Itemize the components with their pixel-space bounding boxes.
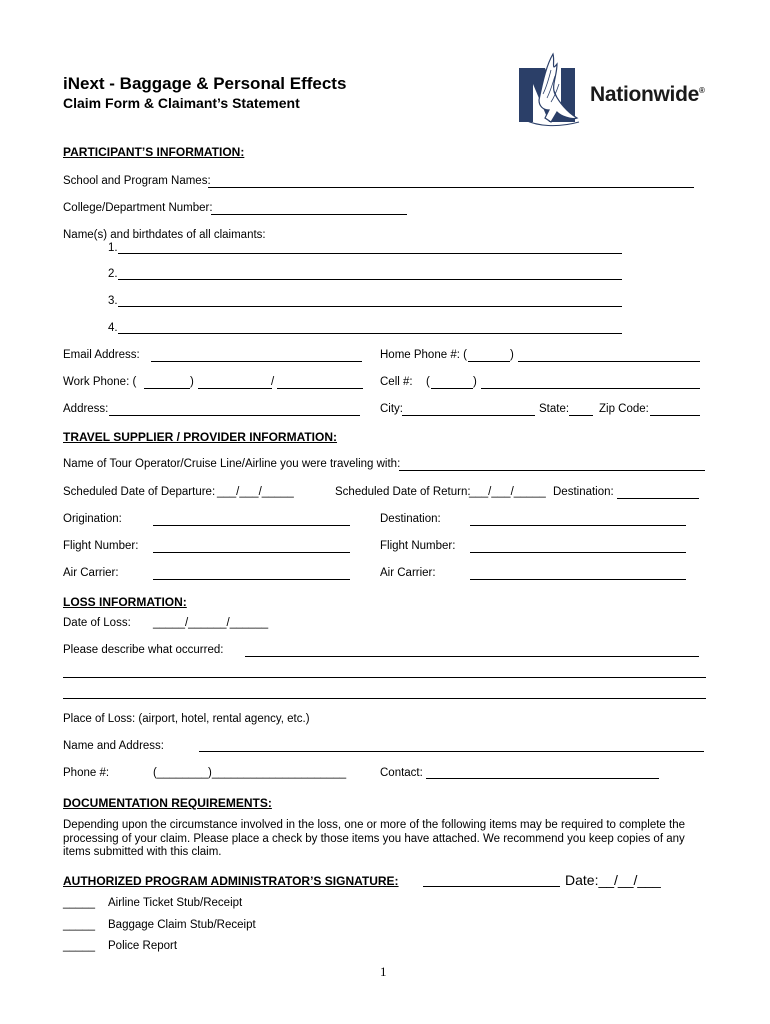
claimant-field-3[interactable] bbox=[118, 306, 622, 307]
claimant-field-1[interactable] bbox=[118, 253, 622, 254]
carrier-field-2[interactable] bbox=[470, 579, 686, 580]
email-field[interactable] bbox=[151, 361, 362, 362]
checklist-item-label: Police Report bbox=[108, 940, 178, 952]
checkbox-line[interactable]: _____ bbox=[63, 897, 95, 909]
signature-field[interactable] bbox=[423, 886, 560, 887]
place-label: Place of Loss: (airport, hotel, rental agency, etc.) bbox=[63, 713, 310, 725]
signature-heading: AUTHORIZED PROGRAM ADMINISTRATOR’S SIGNATURE: bbox=[63, 874, 399, 888]
flight-field-1[interactable] bbox=[153, 552, 350, 553]
email-label: Email Address: bbox=[63, 349, 140, 361]
zip-label: Zip Code: bbox=[599, 403, 649, 415]
eagle-icon bbox=[517, 50, 585, 132]
destination-field-top[interactable] bbox=[617, 498, 699, 499]
claimant-field-2[interactable] bbox=[118, 279, 622, 280]
work-phone-area-field[interactable] bbox=[144, 388, 190, 389]
cell-paren-open: ( bbox=[426, 376, 430, 388]
return-label: Scheduled Date of Return: bbox=[335, 486, 471, 498]
describe-field-1[interactable] bbox=[245, 656, 699, 657]
flight-field-2[interactable] bbox=[470, 552, 686, 553]
home-phone-field[interactable] bbox=[518, 361, 700, 362]
form-title: iNext - Baggage & Personal Effects bbox=[63, 74, 347, 93]
departure-label: Scheduled Date of Departure: bbox=[63, 486, 216, 498]
work-phone-slash: / bbox=[271, 376, 275, 388]
claimant-number: 4. bbox=[108, 322, 118, 334]
college-field[interactable] bbox=[211, 214, 407, 215]
return-date-field[interactable]: ___/___/_____ bbox=[469, 486, 546, 498]
state-field[interactable] bbox=[569, 415, 593, 416]
claimants-label: Name(s) and birthdates of all claimants: bbox=[63, 229, 266, 241]
cell-area-field[interactable] bbox=[431, 388, 473, 389]
loss-date-label: Date of Loss: bbox=[63, 617, 131, 629]
home-phone-area-field[interactable] bbox=[468, 361, 510, 362]
work-phone-field[interactable] bbox=[198, 388, 272, 389]
school-field[interactable] bbox=[208, 187, 694, 188]
work-phone-paren: ) bbox=[190, 376, 194, 388]
travel-heading: TRAVEL SUPPLIER / PROVIDER INFORMATION: bbox=[63, 430, 338, 444]
checklist-item-label: Baggage Claim Stub/Receipt bbox=[108, 919, 256, 931]
destination-label-top: Destination: bbox=[553, 486, 614, 498]
college-label: College/Department Number: bbox=[63, 202, 213, 214]
documentation-heading: DOCUMENTATION REQUIREMENTS: bbox=[63, 796, 272, 810]
loss-heading: LOSS INFORMATION: bbox=[63, 595, 187, 609]
brand-name: Nationwide® bbox=[590, 83, 705, 106]
work-phone-ext-field[interactable] bbox=[277, 388, 363, 389]
claimant-field-4[interactable] bbox=[118, 333, 622, 334]
departure-date-field[interactable]: ___/___/_____ bbox=[217, 486, 294, 498]
describe-field-3[interactable] bbox=[63, 698, 706, 699]
loss-phone-field[interactable]: (________)_____________________ bbox=[153, 767, 347, 779]
name-address-field[interactable] bbox=[199, 751, 704, 752]
home-phone-paren: ) bbox=[510, 349, 514, 361]
describe-field-2[interactable] bbox=[63, 677, 706, 678]
address-field[interactable] bbox=[109, 415, 360, 416]
claimant-number: 3. bbox=[108, 295, 118, 307]
describe-label: Please describe what occurred: bbox=[63, 644, 224, 656]
origination-field[interactable] bbox=[153, 525, 350, 526]
destination-field[interactable] bbox=[470, 525, 686, 526]
name-address-label: Name and Address: bbox=[63, 740, 165, 752]
cell-label: Cell #: bbox=[380, 376, 413, 388]
contact-field[interactable] bbox=[426, 778, 659, 779]
operator-label: Name of Tour Operator/Cruise Line/Airline you were traveling with: bbox=[63, 458, 401, 470]
carrier-label-1: Air Carrier: bbox=[63, 567, 119, 579]
page-number: 1 bbox=[380, 964, 387, 979]
city-field[interactable] bbox=[402, 415, 535, 416]
checklist-item-label: Airline Ticket Stub/Receipt bbox=[108, 897, 243, 909]
flight-label-2: Flight Number: bbox=[380, 540, 456, 552]
origination-label: Origination: bbox=[63, 513, 122, 525]
school-label: School and Program Names: bbox=[63, 175, 211, 187]
contact-label: Contact: bbox=[380, 767, 423, 779]
loss-phone-label: Phone #: bbox=[63, 767, 110, 779]
form-subtitle: Claim Form & Claimant’s Statement bbox=[63, 95, 300, 111]
participant-heading: PARTICIPANT’S INFORMATION: bbox=[63, 145, 245, 159]
work-phone-label: Work Phone: ( bbox=[63, 376, 137, 388]
home-phone-label: Home Phone #: ( bbox=[380, 349, 467, 361]
zip-field[interactable] bbox=[650, 415, 700, 416]
carrier-field-1[interactable] bbox=[153, 579, 350, 580]
state-label: State: bbox=[539, 403, 570, 415]
carrier-label-2: Air Carrier: bbox=[380, 567, 436, 579]
checkbox-line[interactable]: _____ bbox=[63, 940, 95, 952]
flight-label-1: Flight Number: bbox=[63, 540, 139, 552]
claimant-number: 1. bbox=[108, 242, 118, 254]
operator-field[interactable] bbox=[399, 470, 705, 471]
cell-field[interactable] bbox=[481, 388, 700, 389]
nationwide-logo bbox=[517, 50, 717, 132]
address-label: Address: bbox=[63, 403, 109, 415]
loss-date-field[interactable]: _____/______/______ bbox=[153, 617, 269, 629]
checkbox-line[interactable]: _____ bbox=[63, 919, 95, 931]
city-label: City: bbox=[380, 403, 403, 415]
documentation-text: Depending upon the circumstance involved in the loss, one or more of the following items may be required to complete the processing of your claim. Please place a check by those items you have attached. We recommend you keep copies of any items submitted with this claim. bbox=[63, 819, 685, 858]
claimant-number: 2. bbox=[108, 268, 118, 280]
destination-label: Destination: bbox=[380, 513, 441, 525]
signature-date-field[interactable]: Date:__/__/___ bbox=[565, 872, 661, 888]
cell-paren-close: ) bbox=[473, 376, 477, 388]
